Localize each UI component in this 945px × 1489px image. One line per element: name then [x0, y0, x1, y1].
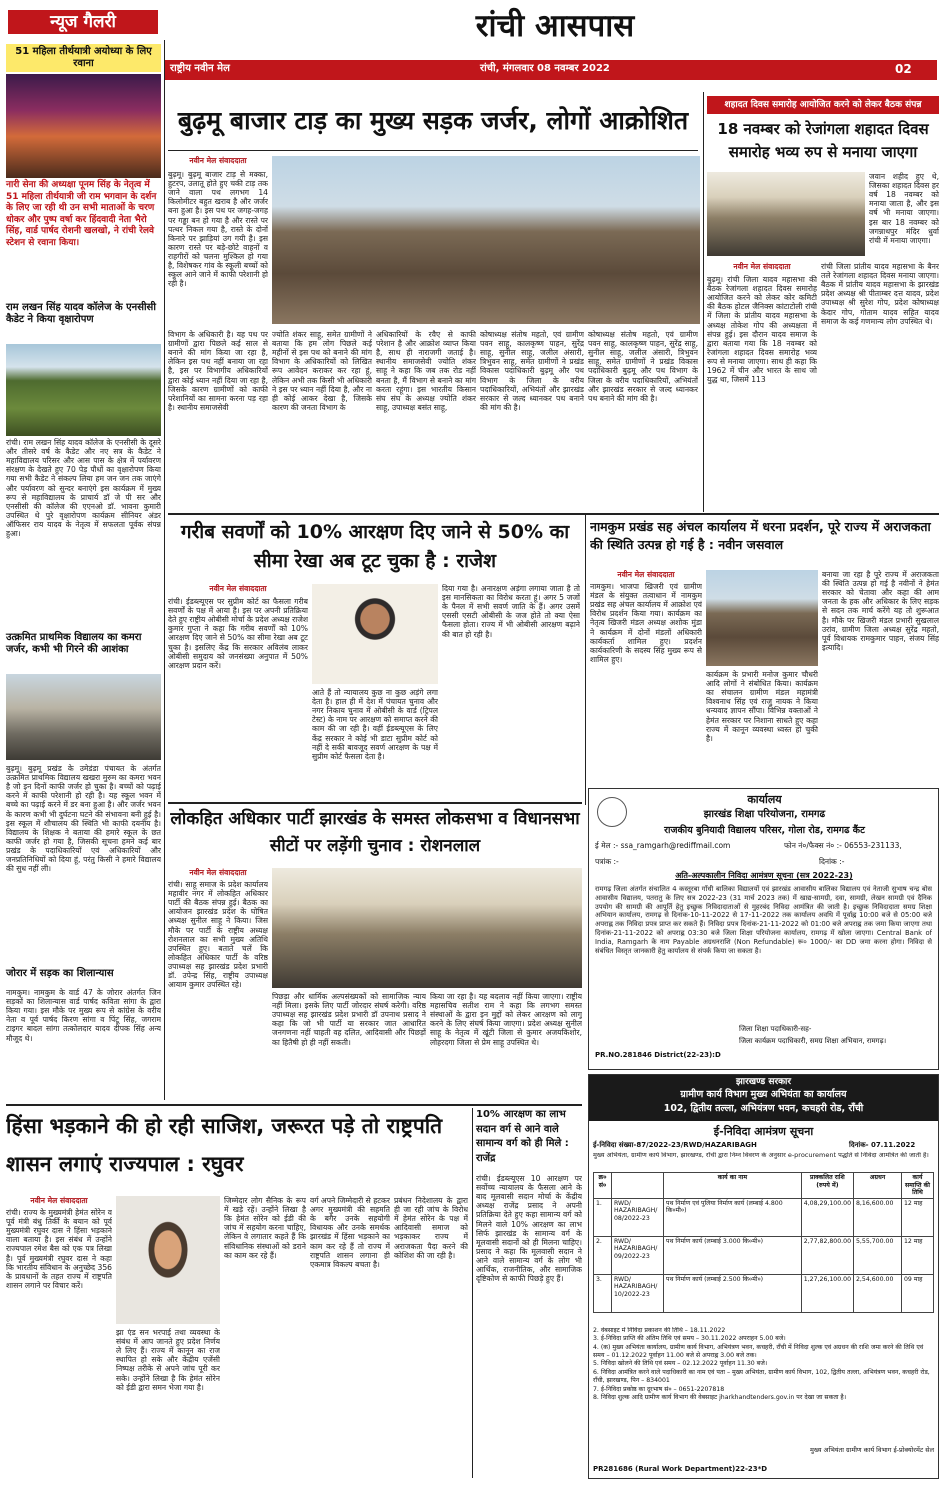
lead-byline: नवीन मेल संवाददाता	[189, 156, 247, 165]
col-header: अग्रधन	[854, 1173, 902, 1199]
notice-patrank: पत्रांक :-	[595, 857, 619, 866]
raghuvar-col2: झा एंड सन भरपाई तथा व्यवस्था के संबंध में आप जानते हुए प्रदेश निर्णय ले लिए हैं। राज्य में कानून का राज स्थापित हो सके और केंद्रीय एजेंसी निष्पक्ष तरीके से अपने जांच पूरी कर सके। उन्होंने लिखा है कि हेमंत सोरेन को ईडी द्वारा समन भेजा गया है।	[116, 1328, 220, 1392]
table-cell: 2,54,600.00	[854, 1274, 902, 1312]
etender-note: 6. निविदा आमंत्रित करने वाले पदाधिकारी का नाम एवं पता – मुख्य अभियंता, ग्रामीण कार्य विभाग, 102, द्वितीय तल्ला, अभियंत्रण भवन, कचहरी रोड, राँची, झारखण्ड, पिन – 834001	[593, 1368, 930, 1385]
reservation-col2: आते हैं तो न्यायालय कुछ ना कुछ अड़ंगे लगा देता है। हाल ही में देश में पंचायत चुनाव और नगर निकाय चुनाव में ओबीसी के वार्ड (ट्रिपल टेस्ट) के नाम पर आरक्षण को समाप्त करने की काम की जा रही है। वहीं ईडब्ल्यूएस के लिए केंद्र सरकार ने कोई भी डाटा सुप्रीम कोर्ट को नहीं दे सकी बावजूद सवर्ण आरक्षण के पक्ष में सुप्रीम कोर्ट फैसला देता है।	[312, 688, 438, 761]
raghuvar-col4: वर्ग अपने जिम्मेदारी से हटकर अगर मुख्यमंत्री की सहमति के बगैर उनके सहयोगी विधायक और उनके समर्थक झारखंड में हिंसा भड़काने का काम कर रहे हैं तो राज्य में राष्ट्रपति शासन लगाना ही एकमात्र विकल्प बचता है।	[310, 1196, 390, 1269]
etender-intro: मुख्य अभियंता, ग्रामीण कार्य विभाग, झारखण्ड, राँची द्वारा निम्न विवरण के अनुसार e-procurement पद्धति से निविदा आमंत्रित की जाती है।	[593, 1152, 929, 1159]
notice-prno: PR.NO.281846 District(22-23):D	[595, 1051, 721, 1059]
tender-notice-ramgarh	[588, 788, 939, 1070]
raghuvar-col1: रांची। राज्य के मुख्यमंत्री हेमंत सोरेन व पूर्व मंत्री बंधु तिर्की के बयान को पूर्व मुख्यमंत्री रघुवर दास ने हिंसा भड़काने वाला बताया है। इस संबंध में उन्होंने राज्यपाल रमेश बैस को एक पत्र लिखा है। पूर्व मुख्यमंत्री रघुवर दास ने कहा कि भारतीय संविधान के अनुच्छेद 356 के प्रावधानों के तहत राज्य में राष्ट्रपति शासन लगाने पर विचार करें।	[6, 1208, 112, 1290]
sidebar-item2-title: राम लखन सिंह यादव कॉलेज के एनसीसी कैडेट ने किया वृक्षारोपण	[6, 302, 156, 326]
etender-table-header	[594, 1173, 934, 1199]
raghuvar-col5: प्रबंधन निदेशालय के द्वारा ही जा रही जांच के विरोध में हेमंत सोरेन के पक्ष में आदिवासी समाज को भड़काकर राज्य में अराजकता पैदा करने की कोशिश की जा रही है।	[394, 1196, 468, 1260]
notice-email: ई मेल :- ssa_ramgarh@rediffmail.com	[595, 841, 731, 850]
shahadat-headline: 18 नवम्बर को रेजांगला शहादत दिवस समारोह भव्य रुप से मनाया जाएगा	[717, 120, 929, 161]
etender-note: 5. निविदा खोलने की तिथि एवं समय – 02.12.2022 पूर्वाहन 11.30 बजे।	[593, 1360, 768, 1368]
page-title: रांची आसपास	[475, 8, 635, 44]
col-header: कार्य समाप्ति की तिथि	[902, 1173, 934, 1199]
table-row	[594, 1198, 934, 1236]
etender-note: 2. वेबसाइट में निविदा प्रकाशन की तिथि – 18.11.2022	[593, 1327, 726, 1334]
raghuvar-col3: जिम्मेदार लोग सैनिक के रूप में खड़े रहें। उन्होंने लिखा है कि हेमंत सोरेन को ईडी की जांच में सहयोग करना चाहिए, लेकिन वे लगातार कहते हैं कि संविधानिक संस्थाओं को डराने का काम कर रहे हैं।	[224, 1196, 306, 1260]
etender-office: ग्रामीण कार्य विभाग मुख्य अभियंता का कार्यालय	[680, 1089, 847, 1100]
raghuvar-headline: हिंसा भड़काने की हो रही साजिश, जरूरत पड़े तो राष्ट्रपति शासन लगाएं राज्यपाल : रघुवर	[6, 1114, 443, 1176]
table-cell: 09 माह	[902, 1274, 934, 1312]
notice-sign2: जिला कार्यक्रम पदाधिकारी, समग्र शिक्षा अभियान, रामगढ़।	[739, 1037, 887, 1045]
col-header: कार्य का नाम	[664, 1173, 802, 1199]
notice-school: राजकीय बुनियादी विद्यालय परिसर, गोला रोड, रामगढ कैंट	[664, 825, 865, 836]
etender-addr: 102, द्वितीय तल्ला, अभियंत्रण भवन, कचहरी रोड, राँची	[663, 1103, 864, 1114]
notice-subject: अति-अल्पकालीन निविदा आमंत्रण सूचना (सत्र 2022-23)	[675, 871, 853, 880]
reservation-photo-rajesh	[312, 584, 438, 684]
etender-table	[593, 1172, 934, 1322]
page-number: 02	[895, 62, 912, 76]
sidebar-item4-title: जोरार में सड़क का शिलान्यास	[6, 968, 114, 979]
ews-headline: 10% आरक्षण का लाभ सदान वर्ग से आने वाले सामान्य वर्ग को ही मिले : राजेंद्र	[476, 1109, 569, 1164]
namkum-col3: बनाया जा रहा है पूरे राज्य में अराजकता की स्थिति उत्पन्न हो गई है नवीनों ने हेमंत सरकार को चेतावा और कहा की आम जनता के हक और अधिकार के लिए सड़क से सदन तक मार्च करेंगे यह तो शुरूआत है। मौके पर खिजरी मंडल प्रभारी सुखलाल उरांव, ग्रामीण जिला अध्यक्ष सुरेंद्र महतो, पूर्व विधायक रामकुमार पाहन, संजय सिंह इत्यादि।	[822, 570, 939, 652]
lead-col3: ज्योति शंकर साहू, समेत ग्रामीणों ने बताया कि हम लोग पिछले कई महीनों से इस पथ को बनाने की मांग विभाग के अधिकारियों को लिखित रूप आवेदन कराकर कर रहा हूं, लेकिन अभी तक किसी भी अधिकारी ने इस पर ध्यान नहीं दिया है, और ना ही कोई आकर देखा है, जिसके कारण की जनता विभाग के	[272, 330, 372, 412]
lead-col6: कोषाध्यक्ष संतोष महतो, एवं ग्रामीण पवन साहू, कालकृष्ण पाहन, सुरेंद्र साहू, सुनील साहू, जलील अंसारी, त्रिभुवन साहू, समेत ग्रामीणों ने प्रखंड विकास पदाधिकारी बुढ़मू और पथ विभाग के जिला के वरीय पदाधिकारियों, अभियंतों और झारखंड सरकार से जल्द ध्यानकर पथ बनाने की मांग की है।	[588, 330, 698, 403]
ews-divider	[472, 1108, 473, 1478]
section-rule-3	[6, 1104, 582, 1106]
table-cell: RWD/ HAZARIBAGH/ 09/2022-23	[612, 1236, 664, 1274]
namkum-photo-protest	[706, 570, 818, 666]
table-cell: 1.	[594, 1198, 612, 1236]
namkum-headline: नामकुम प्रखंड सह अंचल कार्यालय में धरना प्रदर्शन, पूरे राज्य में अराजकता की स्थिति उत्पन्न हो गई है : नवीन जसवाल	[590, 519, 931, 552]
shahadat-col1: बुढ़मू। रांची जिला यादव महासभा की बैठक रेजांगला शहादत दिवस समारोह आयोजित करने को लेकर कोर कमिटी की बैठक होटल जैनिक्स कांटाटोली रांची में जिला के प्रांतीय यादव महासभा के अध्यक्ष तोकेश गोप की अध्यक्षता में संपन्न हुई। इस दौरान यादव समाज के द्वारा बताया गया कि 18 नवम्बर को रेजांगला शहादत दिवस समारोह भव्य रूप से मनाया जाएगा। साथ ही कहा कि 1962 में चीन और भारत के साथ जो युद्ध था, जिसमें 113	[707, 275, 817, 385]
table-row	[594, 1236, 934, 1274]
table-cell: 5,55,700.00	[854, 1236, 902, 1274]
lokhit-col2: पिछड़ा और धार्मिक अल्पसंख्यकों को सामाजिक न्याय नहीं मिला। इसके लिए पार्टी जोरदार संघर्ष करेगी। वरिष्ठ उपाध्यक्ष सह झारखंड प्रदेश प्रभारी डॉ उपनाथ प्रसाद ने कहा कि जो भी पार्टी या सरकार जात आधारित जनगणना नहीं चाहती वह दलित, आदिवासी और पिछड़ों का हितैषी हो ही नहीं सकती।	[272, 992, 426, 1047]
etender-date: दिनांक- 07.11.2022	[849, 1141, 916, 1149]
lokhit-col1: रांची। साहू समाज के प्रदेश कार्यालय महावीर नगर में लोकहित अधिकार पार्टी की बैठक संपन्न हुई। बैठक का आयोजन झारखंड प्रदेश के घोषित अध्यक्ष सुनील साहू ने किया। जिस मौके पर पार्टी के राष्ट्रीय अध्यक्ष रोशनलाल का सभी मुख्य अतिथि उपस्थित हुए। बताते चलें कि लोकहित अधिकार पार्टी के वरिष्ठ उपाध्यक्ष सह झारखंड प्रदेश प्रभारी डॉ. उपेन्द्र सिंह, राष्ट्रीय उपाध्यक्ष आयाम कुमार उपस्थित रहे।	[168, 880, 268, 990]
lokhit-col3: किया जा रहा है। यह बदलाव नहीं किया जाएगा। राष्ट्रीय महासचिव सतीश राम ने कहा कि लगभग समस्त संस्थाओं के द्वारा इन मुद्दों को लेकर आरक्षण को लागू करने के लिए संघर्ष किया जाएगा। प्रदेश अध्यक्ष सुनील साहू के नेतृत्व में खूंटी जिला से कुमार अजयकिशोर, लोहरदगा जिला से प्रेम साहू उपस्थित थे।	[430, 992, 582, 1047]
etender-note: 8. निविदा शुल्क आदि ग्रामीण कार्य विभाग की वेबसाइट jharkhandtenders.gov.in पर देखा जा सकता है।	[593, 1393, 847, 1401]
table-cell: 3.	[594, 1274, 612, 1312]
etender-note: 7. ई-निविदा प्रकोष्ठ का दूरभाष सं० – 0651-2207818	[593, 1385, 725, 1393]
notice-dept: झारखंड शिक्षा परियोजना, रामगढ	[703, 809, 826, 820]
shahadat-kicker: शहादत दिवस समारोह आयोजित करने को लेकर बैठक संपन्न	[707, 96, 939, 114]
table-cell: 2.	[594, 1236, 612, 1274]
notice-dinank: दिनांक :-	[819, 857, 845, 866]
lead-col2: विभाग के अधिकारी है। यह पथ पर ग्रामीणों द्वारा पिछले कई साल से बनाने की मांग किया जा रहा है, लेकिन इस पथ नहीं बनाया जा रहा है, इस पर विभागीय अधिकारियों द्वारा कोई ध्यान नहीं दिया जा रहा है, जिसके कारण ग्रामीणों को काफी परेशानियों का सामना करना पड़ रहा है। स्थानीय समाजसेवी	[168, 330, 268, 412]
sidebar-item3-title: उत्क्रमित प्राथमिक विद्यालय का कमरा जर्जर, कभी भी गिरने की आशंका	[6, 632, 142, 656]
lokhit-photo-meeting	[272, 868, 582, 988]
table-cell: पथ निर्माण कार्य (लम्बाई 2.500 कि०मी०)	[664, 1274, 802, 1312]
lead-col1: बुढ़मू। बुढ़मू बाजार टाड़ से मक्का, हुटरप, उलातू होते हुए चकी टाड़ तक जाने वाला पथ लगभग 14 किलोमीटर बहुत खराब है और जर्जर बना हुआ है। इस पथ पर जगह-जगह पर गड्ढा बन हो गया है और रास्ते पर पत्थर निकल गया है, रास्ते के दोनों किनारे पर झाड़ियां उग गयी है। इस कारण रास्ते पर बड़े-छोटे वाहनों व राहगीरों को चलना मुश्किल हो गया है, विशेषकर गांव के स्कूली बच्चों को स्कूल आने जाने में काफी परेशानी हो रही है।	[168, 170, 268, 289]
sidebar-item1-caption: नारी सेना की अध्यक्षा पूनम सिंह के नेतृत्व में 51 महिला तीर्थयात्री जी राम भगवान के दर्शन के लिए जा रही थी उन सभी माताओं के चरण धोकर और पुष्प वर्षा कर हिंदवादी नेता भैरो सिंह, वार्ड पार्षद रोशनी खलखो, ने रांची रेलवे स्टेशन से रवाना किया।	[6, 180, 157, 248]
table-cell: 12 माह	[902, 1198, 934, 1236]
news-gallery-sidebar	[6, 40, 161, 1100]
table-row	[594, 1274, 934, 1312]
notice-office: कार्यालय	[747, 793, 782, 806]
table-cell: RWD/ HAZARIBAGH/ 08/2022-23	[612, 1198, 664, 1236]
col-header: प्राक्कलित राशि (रुपये में)	[801, 1173, 853, 1199]
namkum-col2: कार्यक्रम के प्रभारी मनोज कुमार चौधरी आदि लोगों ने संबोधित किया। कार्यक्रम का संचालन ग्रामीण मंडल महामंत्री विश्वनाथ सिंह एवं राजु नायक ने किया धन्यवाद ज्ञापन सौंपा। विभिन्न वक्ताओं ने हेमंत सरकार पर निशाना साधते हुए कहा राज्य में कानून व्यवस्था ध्वस्त हो चुकी है।	[706, 670, 818, 743]
namkum-byline: नवीन मेल संवाददाता	[617, 570, 675, 579]
etender-notes	[593, 1327, 934, 1445]
reservation-col3: दिया गया है। अनारक्षण अड़ंगा लगाया जाता है तो इस मानसिकता का विरोध करता हूं। अगर 5 जजों के पैनल में सभी सवर्ण जाति के हैं। अगर उसमें एससी एसटी ओबीसी के जज होते तो क्या ऐसा फैसला होता। राज्य में भी ओबीसी आरक्षण बढ़ाने की बात हो रही है।	[442, 584, 580, 639]
table-cell: 8,16,600.00	[854, 1198, 902, 1236]
sidebar-item2-text: रांची। राम लखन सिंह यादव कॉलेज के एनसीसी के दूसरे और तीसरे वर्ष के कैडेट और नए सत्र के कैडेट ने महाविद्यालय परिसर और आस पास के क्षेत्र में पर्यावरण संरक्षण के देखते हुए 70 पेड़ पौधों का वृक्षारोपण किया गया सभी कैडेट ने संकल्प लिया हम जन जन तक जाएंगे और पर्यावरण को सुन्दर बनाएंगे इस कार्यक्रम में मुख्य रूप से महाविद्यालय के प्राचार्य डॉ जे पी सर और एनसीसी की कॉलेज की एएनओ डॉ. भावना कुमारी उपस्थित थे पुरे वृक्षारोपण कार्यक्रम सीनियर अंडर ऑफिसर राय यादव के नेतृत्व में सफलता पूर्वक संपन्न हुआ।	[6, 438, 161, 539]
sidebar-photo-pilgrims	[6, 74, 161, 178]
notice-body: रामगढ़ जिला अंतर्गत संचालित 4 कस्तूरबा गाँधी बालिका विद्यालयों एवं झारखंड आवासीय बालिका विद्यालय एवं नेताजी सुभाष चन्द्र बोस आवासीय विद्यालय, पतरातु के लिए सत्र 2022-23 (31 मार्च 2023 तक) में खाद्य-सामग्री, दवा, सामग्री, लेखन सामग्री एवं दैनिक उपयोग की सामग्री की आपूर्ति हेतु इच्छुक निविदादाताओं से मुहरबंद निविदा आमंत्रित की जाती है। इच्छुक निविदादाता समग्र शिक्षा अभियान कार्यालय, रामगढ़ से दिनांक-10-11-2022 से 17-11-2022 तक कार्यालय अवधि में पूर्वाह्न 10:00 बजे से 05:00 बजे अपराह्न तक निविदा प्रपत्र प्राप्त कर सकते हैं। निविदा प्रपत्र दिनांक-21-11-2022 को 01:00 बजे अपराह्न तक जमा किया जाएगा तथा दिनांक-21-11-2022 को अपराह्न 03:30 बजे जिला शिक्षा परियोजना कार्यालय, रामगढ़ में खोला जाएगा। Central Bank of India, Ramgarh के नाम Payable अग्रधनराशि (Non Refundable) रू० 1000/- का DD जमा करना होगा। निविदा से संबंधित विस्तृत जानकारी हेतु कार्यालय से संपर्क किया जा सकता है।	[595, 885, 932, 955]
reservation-col1: रांची। ईडब्ल्यूएस पर सुप्रीम कोर्ट का फैसला गरीब सवर्णों के पक्ष में आया है। इस पर अपनी प्रतिक्रिया देते हुए राष्ट्रीय ओबीसी मोर्चा के प्रदेश अध्यक्ष राजेश कुमार गुप्ता ने कहा कि गरीब सवर्णों को 10% आरक्षण दिए जाने से 50% का सीमा रेखा अब टूट चुका है। इसलिए केंद्र कि सरकार अविलंब लाकर ओबीसी समुदाय को जनसंख्या अनुपात में 50% आरक्षण प्रदान करें।	[168, 597, 308, 670]
lead-col5: कोषाध्यक्ष संतोष महतो, एवं ग्रामीण पवन साहू, कालकृष्ण पाहन, सुरेंद्र साहू, सुनील साहू, जलील अंसारी, त्रिभुवन साहू, समेत ग्रामीणों ने प्रखंड विकास पदाधिकारी बुढ़मू और पथ विभाग के जिला के वरीय पदाधिकारियों, अभियंतों और झारखंड सरकार से जल्द ध्यानकर पथ बनाने की मांग की है।	[480, 330, 584, 412]
right-col-divider	[703, 92, 704, 512]
col-header	[612, 1173, 664, 1199]
reservation-byline: नवीन मेल संवाददाता	[209, 584, 267, 593]
shahadat-photo-meeting	[707, 172, 865, 256]
section-rule-1	[168, 513, 939, 515]
namkum-col1: नामकुम। भाजपा खिजरी एवं ग्रामीण मंडल के संयुक्त तत्वाधान में नामकुम प्रखंड सह अंचल कार्यालय में आक्रोश एवं विरोध प्रदर्शन किया गया। कार्यक्रम का नेतृत्व खिजरी मंडल अध्यक्ष अशोक मुंडा ने कार्यक्रम में दोनों मंडलों अधिकारी कार्यकर्ता शामिल हुए। प्रदर्शन कार्यकारिणी के सदस्य सिंह मुख्य रूप से शामिल हुए।	[590, 582, 702, 664]
shahadat-byline: नवीन मेल संवाददाता	[733, 262, 791, 271]
etender-title: ई-निविदा आमंत्रण सूचना	[713, 1125, 814, 1138]
shahadat-side: जवान शहीद हुए थे, जिसका शहादत दिवस हर वर्ष 18 नवम्बर को मनाया जाता है, और इस वर्ष भी मनाया जाएगा। इस बार 18 नवम्बर को जगन्नाथपुर मंदिर धुर्वा रांची में मनाया जाएगा।	[869, 172, 939, 245]
mid-divider-1	[585, 515, 586, 805]
etender-note: 3. ई-निविदा प्राप्ति की अंतिम तिथि एवं समय – 30.11.2022 अपराहन 5.00 बजे।	[593, 1335, 786, 1343]
section-label-news-gallery: न्यूज गैलरी	[8, 10, 158, 34]
sidebar-photo-ncc	[6, 344, 161, 436]
lead-photo-protest	[272, 156, 700, 324]
col-header: क्र० सं०	[594, 1173, 612, 1199]
etender-prno: PR281686 (Rural Work Department)22-23*D	[593, 1465, 768, 1473]
lead-headline: बुढ़मू बाजार टाड़ का मुख्य सड़क जर्जर, लोगों आक्रोशित	[177, 106, 689, 135]
reservation-headline: गरीब सवर्णों को 10% आरक्षण दिए जाने से 50% का सीमा रेखा अब टूट चुका है : राजेश	[180, 521, 570, 573]
etender-table-grid	[593, 1172, 934, 1313]
sidebar-photo-school	[6, 674, 161, 760]
table-cell: 4,08,29,100.00	[801, 1198, 853, 1236]
ews-text: रांची। ईडब्ल्यूएस 10 आरक्षण पर सर्वोच्च न्यायालय के फैसला आने के बाद मूलवासी सदान मोर्चा के केंद्रीय अध्यक्ष राजेंद्र प्रसाद ने अपनी प्रतिक्रिया देते हुए कहा सामान्य वर्ग को मिलने वाले 10% आरक्षण का लाभ सिर्फ झारखंड के सामान्य वर्ग के मूलवासी सदानों को ही मिलना चाहिए। प्रसाद ने कहा कि मूलवासी सदान ने आने वाले सामान्य वर्ग के लोग भी आर्थिक, राजनीतिक, और सामाजिक दृष्टिकोण से काफी पिछड़े हुए हैं।	[476, 1174, 582, 1284]
notice-sign1: जिला शिक्षा पदाधिकारी-सह-	[739, 1025, 812, 1033]
notice-phone: फोन नं०/फैक्स नं० :- 06553-231133,	[784, 841, 902, 850]
lead-headline-rule	[168, 150, 698, 151]
table-cell: 12 माह	[902, 1236, 934, 1274]
lokhit-byline: नवीन मेल संवाददाता	[189, 868, 247, 877]
table-cell: 1,27,26,100.00	[801, 1274, 853, 1312]
paper-name: राष्ट्रीय नवीन मेल	[170, 63, 230, 74]
etender-notice-rwd	[588, 1074, 939, 1479]
etender-note: 4. (क) मुख्य अभियंता कार्यालय, ग्रामीण कार्य विभाग, अभियंत्रण भवन, कचहरी, राँची में निविदा शुल्क एवं अग्रधन की राशि जमा करने की तिथि एवं समय – 01.12.2022 पूर्वाहन 11.00 बजे से अपराह्न 3.00 बजे तक।	[593, 1343, 924, 1360]
sidebar-item1-title: 51 महिला तीर्थयात्री अयोध्या के लिए रवाना	[6, 44, 161, 72]
table-cell: पथ निर्माण कार्य (लम्बाई 3.000 कि०मी०)	[664, 1236, 802, 1274]
sidebar-divider	[164, 40, 165, 1100]
table-cell: पथ निर्माण एवं पुलिया निर्माण कार्य (लम्बाई 4.800 कि०मी०)	[664, 1198, 802, 1236]
etender-gov: झारखण्ड सरकार	[735, 1077, 792, 1087]
section-rule-2	[168, 802, 582, 804]
table-cell: RWD/ HAZARIBAGH/ 10/2022-23	[612, 1274, 664, 1312]
lokhit-headline: लोकहित अधिकार पार्टी झारखंड के समस्त लोकसभा व विधानसभा सीटों पर लड़ेंगी चुनाव : रोशनलाल	[170, 809, 580, 857]
sidebar-item4-text: नामकुम। नामकुम के वार्ड 47 के जोरार अंतर्गत जिन सड़कों का शिलान्यास वार्ड पार्षद कविता सांगा के द्वारा किया गया। इस मौके पर मुख्य रूप से कांग्रेस के वरीय नेता व पूर्व पार्षद किरण सांगा व पिंटू सिंह, जगराम टाइगर बादल सांगा तत्कोलदार यादव दीपक सिंह अन्य मौजूद थे।	[6, 988, 161, 1043]
etender-sign: मुख्य अभियंता ग्रामीण कार्य विभाग ई-प्रोक्योरमेंट सेल	[810, 1446, 934, 1454]
table-cell: 2,77,82,800.00	[801, 1236, 853, 1274]
raghuvar-photo	[116, 1196, 220, 1324]
dateline: रांची, मंगलवार 08 नवम्बर 2022	[480, 63, 610, 74]
etender-ref: ई-निविदा संख्या-87/2022-23/RWD/HAZARIBAGH	[593, 1141, 757, 1149]
sidebar-item3-text: बुढ़मू। बुढ़मू प्रखंड के उमेडंडा पंचायत के अंतर्गत उत्क्रमित प्राथमिक विद्यालय खखरा मुरुम का कमरा भवन है जो इन दिनों काफी जर्जर हो चुका है। बच्चों को पढ़ाई करने में काफी परेशानी हो रही है। यह स्कूल भवन में बच्चे का पढ़ाई करने में डर बना हुआ है। और जर्जर भवन के कारण कभी भी दुर्घटना घटने की संभावना बनी हुई है। इस स्कूल में शौचालय की स्थिति भी काफी दयनीय है। विद्यालय के शिक्षक ने बताया की हमारे स्कूल के छत काफी जर्जर हो गया है, जिसकी सूचना हमने कई बार प्रखंड के पदाधिकारियों एवं अधिकारियों और जनप्रतिनिधियों को दिया हूं, परंतु किसी ने हमारे विद्यालय की सुध नहीं ली।	[6, 764, 161, 874]
lead-col4: अधिकारियों के रवैए से काफी परेशान है और आक्रोश व्याप्त किया है, साथ ही नाराजगी जताई है। स्थानीय समाजसेवी ज्योति शंकर साहू ने कहा कि जब तक रोड नहीं बनता है, मैं विभाग से बनाने का मांग करता रहूंगा। इस भारतीय किसान संघ संघ के अध्यक्ष ज्योति शंकर साहू, उपाध्यक्ष बसंत साहू,	[376, 330, 476, 412]
raghuvar-byline: नवीन मेल संवाददाता	[30, 1196, 88, 1205]
shahadat-col2: रांची जिला प्रांतीय यादव महासभा के बैनर तले रेजांगला शहादत दिवस मनाया जाएगा। बैठक में प्रांतीय यादव महासभा के झारखंड प्रदेश अध्यक्ष श्री पीताम्बर दत्त यादव, प्रदेश उपाध्यक्ष श्री सुरेश गोप, प्रदेश कोषाध्यक्ष केदार गोप, गोताम यादव सहित यादव समाज के कई गणमान्य लोग उपस्थित थे।	[821, 262, 939, 326]
